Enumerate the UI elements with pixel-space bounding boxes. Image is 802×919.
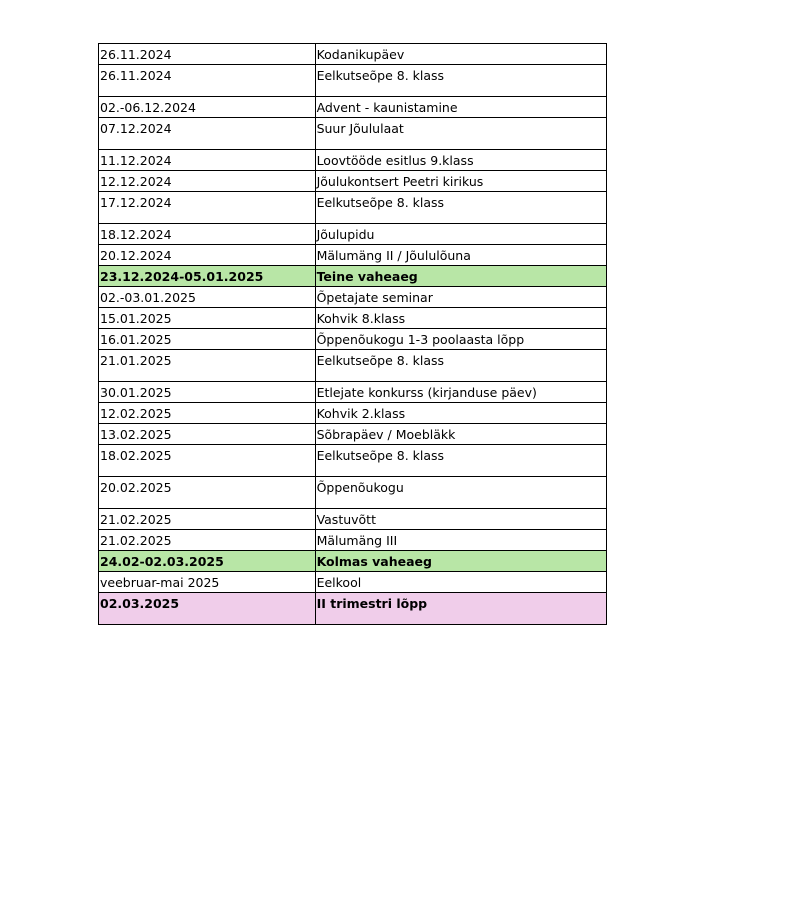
event-text: Eelkutseõpe 8. klass [316, 195, 445, 210]
table-row [99, 350, 607, 382]
date-cell[interactable] [99, 477, 316, 509]
event-cell[interactable] [315, 572, 606, 593]
event-text: Suur Jõululaat [316, 121, 404, 136]
date-text: 13.02.2025 [100, 427, 172, 442]
event-text: Eelkutseõpe 8. klass [316, 353, 445, 368]
date-text: 15.01.2025 [100, 311, 172, 326]
event-text: II trimestri lõpp [316, 596, 428, 611]
date-cell[interactable] [99, 382, 316, 403]
event-text: Mälumäng II / Jõululõuna [316, 248, 471, 263]
date-text: 20.02.2025 [100, 480, 172, 495]
event-text: Kolmas vaheaeg [316, 554, 432, 569]
date-text: 17.12.2024 [100, 195, 172, 210]
date-text: 02.03.2025 [100, 596, 180, 611]
event-cell[interactable] [315, 551, 606, 572]
date-cell[interactable] [99, 308, 316, 329]
table-row [99, 266, 607, 287]
date-text: 16.01.2025 [100, 332, 172, 347]
event-text: Jõulukontsert Peetri kirikus [316, 174, 484, 189]
date-cell[interactable] [99, 65, 316, 97]
event-text: Õpetajate seminar [316, 290, 433, 305]
table-row [99, 245, 607, 266]
date-cell[interactable] [99, 224, 316, 245]
event-cell[interactable] [315, 445, 606, 477]
table-row [99, 424, 607, 445]
event-cell[interactable] [315, 308, 606, 329]
table-row [99, 192, 607, 224]
table-row [99, 308, 607, 329]
table-row [99, 382, 607, 403]
event-cell[interactable] [315, 97, 606, 118]
date-text: veebruar-mai 2025 [100, 575, 220, 590]
event-cell[interactable] [315, 150, 606, 171]
event-text: Eelkool [316, 575, 362, 590]
event-cell[interactable] [315, 266, 606, 287]
event-text: Kohvik 8.klass [316, 311, 406, 326]
date-cell[interactable] [99, 445, 316, 477]
event-text: Jõulupidu [316, 227, 375, 242]
date-cell[interactable] [99, 287, 316, 308]
event-cell[interactable] [315, 350, 606, 382]
date-text: 18.12.2024 [100, 227, 172, 242]
event-cell[interactable] [315, 171, 606, 192]
table-row [99, 44, 607, 65]
date-cell[interactable] [99, 118, 316, 150]
date-cell[interactable] [99, 551, 316, 572]
date-cell[interactable] [99, 266, 316, 287]
date-text: 07.12.2024 [100, 121, 172, 136]
date-text: 26.11.2024 [100, 47, 172, 62]
date-text: 02.-03.01.2025 [100, 290, 196, 305]
event-text: Mälumäng III [316, 533, 398, 548]
event-cell[interactable] [315, 192, 606, 224]
table-row [99, 329, 607, 350]
event-text: Loovtööde esitlus 9.klass [316, 153, 474, 168]
date-text: 24.02-02.03.2025 [100, 554, 224, 569]
date-cell[interactable] [99, 171, 316, 192]
date-text: 30.01.2025 [100, 385, 172, 400]
event-cell[interactable] [315, 329, 606, 350]
table-row [99, 150, 607, 171]
event-cell[interactable] [315, 44, 606, 65]
table-row [99, 593, 607, 625]
event-text: Etlejate konkurss (kirjanduse päev) [316, 385, 537, 400]
table-row [99, 97, 607, 118]
date-cell[interactable] [99, 350, 316, 382]
date-cell[interactable] [99, 572, 316, 593]
event-cell[interactable] [315, 530, 606, 551]
date-cell[interactable] [99, 424, 316, 445]
table-row [99, 118, 607, 150]
date-cell[interactable] [99, 245, 316, 266]
date-text: 11.12.2024 [100, 153, 172, 168]
date-cell[interactable] [99, 192, 316, 224]
date-text: 23.12.2024-05.01.2025 [100, 269, 264, 284]
schedule-table [98, 43, 607, 625]
date-text: 20.12.2024 [100, 248, 172, 263]
event-text: Advent - kaunistamine [316, 100, 458, 115]
event-text: Kodanikupäev [316, 47, 405, 62]
event-cell[interactable] [315, 403, 606, 424]
event-text: Õppenõukogu 1-3 poolaasta lõpp [316, 332, 525, 347]
table-row [99, 224, 607, 245]
event-text: Õppenõukogu [316, 480, 404, 495]
table-row [99, 509, 607, 530]
event-text: Sõbrapäev / Moebläkk [316, 427, 456, 442]
table-row [99, 287, 607, 308]
event-text: Kohvik 2.klass [316, 406, 406, 421]
date-cell[interactable] [99, 530, 316, 551]
event-cell[interactable] [315, 224, 606, 245]
table-row [99, 403, 607, 424]
event-text: Eelkutseõpe 8. klass [316, 448, 445, 463]
date-cell[interactable] [99, 403, 316, 424]
table-row [99, 65, 607, 97]
event-cell[interactable] [315, 509, 606, 530]
date-cell[interactable] [99, 593, 316, 625]
event-cell[interactable] [315, 424, 606, 445]
date-text: 21.02.2025 [100, 512, 172, 527]
event-cell[interactable] [315, 65, 606, 97]
event-cell[interactable] [315, 477, 606, 509]
date-cell[interactable] [99, 150, 316, 171]
date-text: 12.02.2025 [100, 406, 172, 421]
date-text: 18.02.2025 [100, 448, 172, 463]
date-cell[interactable] [99, 329, 316, 350]
event-text: Teine vaheaeg [316, 269, 418, 284]
date-text: 21.01.2025 [100, 353, 172, 368]
table-row [99, 445, 607, 477]
date-cell[interactable] [99, 97, 316, 118]
date-text: 26.11.2024 [100, 68, 172, 83]
date-text: 02.-06.12.2024 [100, 100, 196, 115]
table-row [99, 171, 607, 192]
event-cell[interactable] [315, 382, 606, 403]
schedule-rows [99, 44, 607, 625]
event-cell[interactable] [315, 287, 606, 308]
event-text: Eelkutseõpe 8. klass [316, 68, 445, 83]
table-row [99, 477, 607, 509]
table-row [99, 530, 607, 551]
table-row [99, 572, 607, 593]
event-cell[interactable] [315, 245, 606, 266]
date-cell[interactable] [99, 44, 316, 65]
event-text: Vastuvõtt [316, 512, 376, 527]
date-text: 21.02.2025 [100, 533, 172, 548]
date-cell[interactable] [99, 509, 316, 530]
table-row [99, 551, 607, 572]
event-cell[interactable] [315, 118, 606, 150]
date-text: 12.12.2024 [100, 174, 172, 189]
event-cell[interactable] [315, 593, 606, 625]
